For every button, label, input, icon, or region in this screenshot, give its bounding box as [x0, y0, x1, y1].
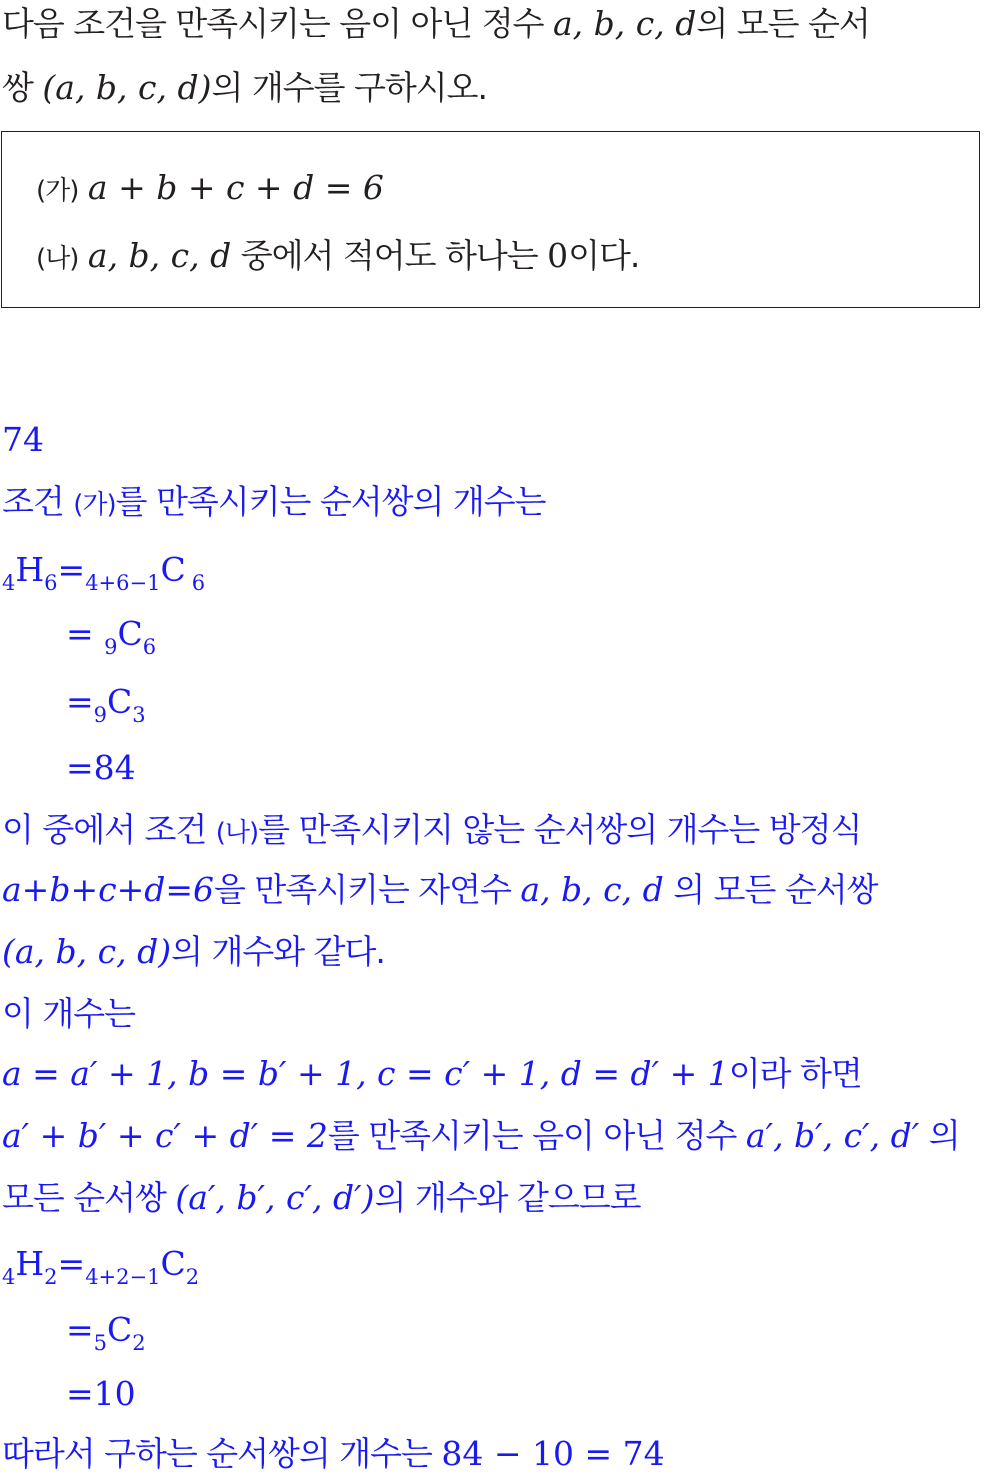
equation-text: a′ + b′ + c′ + d′ = 2	[2, 1116, 328, 1155]
problem-text: 쌍	[2, 68, 33, 107]
solution-text: 모든 순서쌍	[2, 1178, 166, 1217]
equation-step-1	[66, 612, 156, 660]
c-pre-subscript: 9	[93, 703, 108, 727]
condition-b-tail: 이다.	[568, 236, 640, 275]
problem-text-tail: 의 개수를 구하시오.	[211, 68, 487, 107]
solution-text: 를 만족시키는 순서쌍의 개수는	[115, 482, 546, 521]
c-subscript: 6	[142, 635, 157, 659]
c-pre-subscript: 4+2−1	[85, 1265, 161, 1289]
c-subscript: 6	[191, 571, 206, 595]
solution-line-7	[2, 1114, 960, 1158]
c-pre-subscript: 9	[104, 635, 118, 659]
condition-ref-a: (가)	[73, 490, 116, 520]
h-subscript: 6	[44, 571, 58, 595]
condition-a-label: (가)	[36, 176, 79, 206]
solution-line-6	[2, 1052, 862, 1096]
substitution-text: a = a′ + 1, b = b′ + 1, c = c′ + 1, d = d′ + 1	[2, 1054, 729, 1093]
equation-text: a+b+c+d=6	[2, 870, 215, 909]
answer-value: 74	[2, 420, 44, 459]
c-subscript: 2	[185, 1265, 200, 1289]
solution-text: 를 만족시키지 않는 순서쌍의 개수는 방정식	[258, 810, 862, 849]
tuple-text: (a′, b′, c′, d′)	[175, 1178, 375, 1217]
c-symbol: C	[107, 682, 133, 721]
h-pre-subscript: 4	[2, 1265, 16, 1289]
solution-text: 의 개수와 같으므로	[374, 1178, 641, 1217]
equation-step-3	[66, 746, 136, 790]
equals-sign: =	[66, 1310, 94, 1349]
h-pre-subscript: 4	[2, 571, 16, 595]
problem-tuple: (a, b, c, d)	[42, 68, 212, 107]
problem-variables: a, b, c, d	[553, 4, 697, 43]
equation-step-2	[66, 680, 146, 728]
solution-text: 따라서 구하는 순서쌍의 개수는	[2, 1434, 432, 1473]
c-symbol: C	[160, 550, 186, 589]
solution-text: 의 개수와 같다.	[171, 932, 385, 971]
equation-step-4	[66, 1308, 146, 1356]
final-expression: 84 − 10 = 74	[441, 1434, 665, 1473]
result-value: 10	[93, 1374, 136, 1413]
solution-text: 이 중에서 조건	[2, 810, 207, 849]
equation-step-5	[66, 1372, 136, 1416]
condition-a-expression: a + b + c + d = 6	[87, 168, 384, 207]
condition-b-zero: 0	[547, 236, 569, 275]
problem-line-2	[2, 66, 487, 110]
variables-text: a, b, c, d	[520, 870, 664, 909]
equals-sign: =	[66, 1374, 94, 1413]
h-symbol: H	[15, 550, 45, 589]
tuple-text: (a, b, c, d)	[2, 932, 172, 971]
condition-b-variables: a, b, c, d	[87, 236, 232, 275]
conditions-box	[1, 131, 980, 308]
condition-ref-b: (나)	[215, 818, 259, 848]
condition-b	[36, 234, 639, 281]
equals-sign: =	[57, 550, 86, 589]
c-subscript: 3	[132, 703, 146, 727]
condition-a	[36, 166, 384, 213]
c-symbol: C	[160, 1244, 186, 1283]
h-subscript: 2	[44, 1265, 58, 1289]
equals-sign: =	[66, 748, 94, 787]
equation-h2	[2, 1242, 199, 1290]
equals-sign: =	[57, 1244, 86, 1283]
solution-text: 이라 하면	[728, 1054, 862, 1093]
condition-b-text: 중에서 적어도 하나는	[240, 236, 538, 275]
solution-line-1	[2, 480, 546, 527]
problem-text-tail: 의 모든 순서	[696, 4, 870, 43]
solution-text: 의	[928, 1116, 960, 1155]
solution-text: 조건	[2, 482, 64, 521]
solution-text: 를 만족시키는 음이 아닌 정수	[327, 1116, 737, 1155]
solution-line-8	[2, 1176, 640, 1220]
solution-line-2	[2, 808, 861, 855]
problem-text: 다음 조건을 만족시키는 음이 아닌 정수	[2, 4, 544, 43]
h-symbol: H	[15, 1244, 45, 1283]
solution-line-5: 이 개수는	[2, 994, 136, 1033]
equals-sign: =	[66, 614, 94, 653]
c-pre-subscript: 5	[93, 1331, 108, 1355]
c-subscript: 2	[132, 1331, 146, 1355]
c-symbol: C	[117, 614, 143, 653]
variables-text: a′, b′, c′, d′	[745, 1116, 920, 1155]
solution-line-4	[2, 930, 385, 974]
solution-line-3	[2, 868, 878, 912]
c-symbol: C	[107, 1310, 133, 1349]
condition-b-label: (나)	[36, 244, 79, 274]
solution-text: 의 모든 순서쌍	[673, 870, 878, 909]
c-pre-subscript: 4+6−1	[85, 571, 161, 595]
equation-h1	[2, 548, 205, 596]
solution-text: 을 만족시키는 자연수	[214, 870, 511, 909]
final-line	[2, 1432, 665, 1476]
problem-line-1	[2, 2, 870, 46]
equals-sign: =	[66, 682, 94, 721]
result-value: 84	[93, 748, 136, 787]
